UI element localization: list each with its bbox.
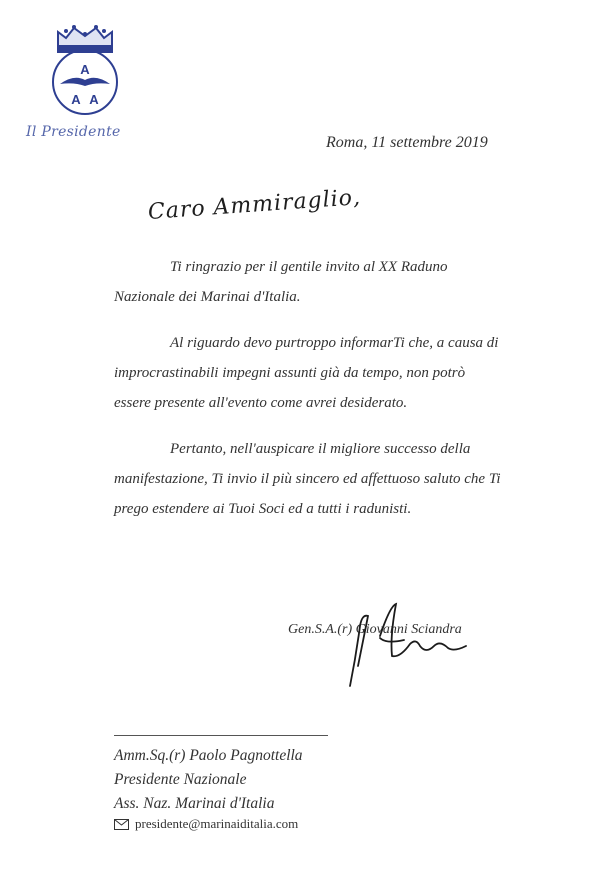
letterhead-role: Il Presidente <box>26 124 121 140</box>
handwritten-signature <box>320 596 480 692</box>
recipient-organization: Ass. Naz. Marinai d'Italia <box>114 795 275 812</box>
emblem-letter-top: A <box>80 62 90 77</box>
signer-name: Gen.S.A.(r) Giovanni Sciandra <box>288 622 462 637</box>
emblem-letter-left: A <box>71 92 81 107</box>
body-paragraph: Al riguardo devo purtroppo informarTi che, a causa di improcrastinabili impegni assunti già da tempo, non potrò essere presente all'evento come avrei desiderato. <box>114 335 499 411</box>
emblem-letter-right: A <box>89 92 99 107</box>
association-emblem-icon <box>46 22 124 120</box>
recipient-name: Amm.Sq.(r) Paolo Pagnottella <box>114 747 303 764</box>
handwritten-salutation: Caro Ammiraglio, <box>147 185 362 225</box>
body-paragraph: Pertanto, nell'auspicare il migliore successo della manifestazione, Ti invio il più sincero ed affettuoso saluto che Ti prego estendere ai Tuoi Soci ed a tutti i radunisti. <box>114 441 501 517</box>
envelope-icon <box>114 819 129 830</box>
recipient-block <box>114 744 303 816</box>
letter-body <box>114 252 504 540</box>
body-paragraph: Ti ringrazio per il gentile invito al XX Raduno Nazionale dei Marinai d'Italia. <box>114 259 448 305</box>
recipient-divider <box>114 735 328 736</box>
letter-date: Roma, 11 settembre 2019 <box>326 134 488 151</box>
recipient-email[interactable] <box>114 816 298 832</box>
email-address[interactable]: presidente@marinaiditalia.com <box>135 816 299 831</box>
recipient-title: Presidente Nazionale <box>114 771 247 788</box>
